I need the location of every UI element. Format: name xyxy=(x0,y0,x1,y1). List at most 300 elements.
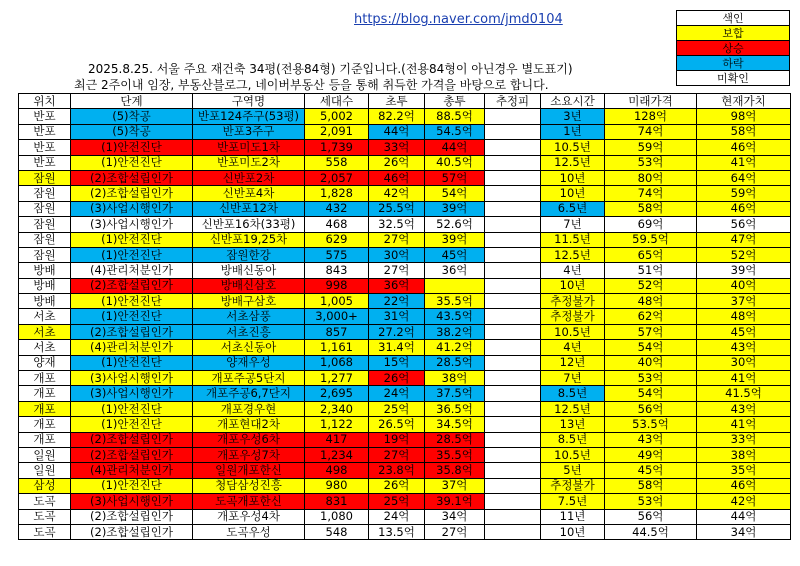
table-row xyxy=(19,432,791,447)
future-price-cell: 43억 xyxy=(605,432,697,447)
present-value-cell: 58억 xyxy=(697,124,791,139)
column-header-stage: 단계 xyxy=(71,94,193,109)
location-cell: 방배 xyxy=(19,278,71,293)
location-cell: 방배 xyxy=(19,263,71,278)
present-value-cell: 47억 xyxy=(697,232,791,247)
table-row xyxy=(19,463,791,478)
households-cell: 1,277 xyxy=(305,371,369,386)
future-price-cell: 45억 xyxy=(605,463,697,478)
initial-investment-cell: 31억 xyxy=(369,309,425,324)
households-cell: 857 xyxy=(305,324,369,339)
estimated-premium-cell xyxy=(485,247,541,262)
time-required-cell: 5년 xyxy=(541,463,605,478)
column-header-time-required: 소요시간 xyxy=(541,94,605,109)
initial-investment-cell: 15억 xyxy=(369,355,425,370)
complex-name-cell: 반포124주구(53평) xyxy=(193,109,305,124)
table-row xyxy=(19,263,791,278)
estimated-premium-cell xyxy=(485,478,541,493)
table-row xyxy=(19,232,791,247)
households-cell: 1,122 xyxy=(305,417,369,432)
table-row xyxy=(19,170,791,185)
location-cell: 도곡 xyxy=(19,524,71,539)
table-row xyxy=(19,386,791,401)
total-investment-cell: 38.2억 xyxy=(425,324,485,339)
stage-cell: (1)안전진단 xyxy=(71,417,193,432)
initial-investment-cell: 32.5억 xyxy=(369,217,425,232)
total-investment-cell: 38억 xyxy=(425,371,485,386)
location-cell: 방배 xyxy=(19,294,71,309)
table-row xyxy=(19,417,791,432)
present-value-cell: 34억 xyxy=(697,524,791,539)
estimated-premium-cell xyxy=(485,371,541,386)
time-required-cell: 12.5년 xyxy=(541,155,605,170)
stage-cell: (2)조합설립인가 xyxy=(71,324,193,339)
stage-cell: (1)안전진단 xyxy=(71,355,193,370)
initial-investment-cell: 19억 xyxy=(369,432,425,447)
households-cell: 998 xyxy=(305,278,369,293)
table-title-line-1: 2025.8.25. 서울 주요 재건축 34평(전용84형) 기준입니다.(전용84형이 아닌경우 별도표기) xyxy=(88,62,573,76)
location-cell: 양재 xyxy=(19,355,71,370)
estimated-premium-cell xyxy=(485,217,541,232)
column-header-complex-name: 구역명 xyxy=(193,94,305,109)
complex-name-cell: 개포현대2차 xyxy=(193,417,305,432)
total-investment-cell: 34.5억 xyxy=(425,417,485,432)
time-required-cell: 10.5년 xyxy=(541,140,605,155)
stage-cell: (3)사업시행인가 xyxy=(71,371,193,386)
initial-investment-cell: 27억 xyxy=(369,232,425,247)
present-value-cell: 44억 xyxy=(697,509,791,524)
total-investment-cell: 39억 xyxy=(425,201,485,216)
total-investment-cell: 54억 xyxy=(425,186,485,201)
time-required-cell: 11.5년 xyxy=(541,232,605,247)
location-cell: 반포 xyxy=(19,109,71,124)
total-investment-cell: 34억 xyxy=(425,509,485,524)
future-price-cell: 56억 xyxy=(605,509,697,524)
estimated-premium-cell xyxy=(485,170,541,185)
initial-investment-cell: 24억 xyxy=(369,386,425,401)
total-investment-cell: 35.8억 xyxy=(425,463,485,478)
legend-item: 상승 xyxy=(677,41,790,56)
present-value-cell: 52억 xyxy=(697,247,791,262)
time-required-cell: 11년 xyxy=(541,509,605,524)
location-cell: 도곡 xyxy=(19,494,71,509)
table-row xyxy=(19,140,791,155)
future-price-cell: 53억 xyxy=(605,155,697,170)
initial-investment-cell: 26억 xyxy=(369,371,425,386)
present-value-cell: 41억 xyxy=(697,155,791,170)
total-investment-cell: 41.2억 xyxy=(425,340,485,355)
initial-investment-cell: 27억 xyxy=(369,263,425,278)
initial-investment-cell: 30억 xyxy=(369,247,425,262)
stage-cell: (1)안전진단 xyxy=(71,478,193,493)
time-required-cell: 13년 xyxy=(541,417,605,432)
future-price-cell: 62억 xyxy=(605,309,697,324)
estimated-premium-cell xyxy=(485,417,541,432)
initial-investment-cell: 36억 xyxy=(369,278,425,293)
total-investment-cell: 39.1억 xyxy=(425,494,485,509)
households-cell: 831 xyxy=(305,494,369,509)
estimated-premium-cell xyxy=(485,509,541,524)
initial-investment-cell: 46억 xyxy=(369,170,425,185)
estimated-premium-cell xyxy=(485,155,541,170)
column-header-initial-investment: 초투 xyxy=(369,94,425,109)
location-cell: 반포 xyxy=(19,124,71,139)
time-required-cell: 추정불가 xyxy=(541,478,605,493)
present-value-cell: 45억 xyxy=(697,324,791,339)
time-required-cell: 12.5년 xyxy=(541,247,605,262)
initial-investment-cell: 82.2억 xyxy=(369,109,425,124)
column-header-total-investment: 총투 xyxy=(425,94,485,109)
legend-item: 하락 xyxy=(677,56,790,71)
complex-name-cell: 개포경우현 xyxy=(193,401,305,416)
present-value-cell: 98억 xyxy=(697,109,791,124)
total-investment-cell: 40.5억 xyxy=(425,155,485,170)
location-cell: 개포 xyxy=(19,371,71,386)
table-row xyxy=(19,201,791,216)
future-price-cell: 56억 xyxy=(605,401,697,416)
total-investment-cell: 39억 xyxy=(425,232,485,247)
stage-cell: (1)안전진단 xyxy=(71,140,193,155)
initial-investment-cell: 23.8억 xyxy=(369,463,425,478)
future-price-cell: 69억 xyxy=(605,217,697,232)
total-investment-cell xyxy=(425,278,485,293)
initial-investment-cell: 26억 xyxy=(369,478,425,493)
future-price-cell: 59.5억 xyxy=(605,232,697,247)
complex-name-cell: 개포주공6,7단지 xyxy=(193,386,305,401)
future-price-cell: 52억 xyxy=(605,278,697,293)
households-cell: 1,068 xyxy=(305,355,369,370)
location-cell: 개포 xyxy=(19,386,71,401)
complex-name-cell: 반포미도1차 xyxy=(193,140,305,155)
complex-name-cell: 반포미도2차 xyxy=(193,155,305,170)
households-cell: 1,005 xyxy=(305,294,369,309)
location-cell: 개포 xyxy=(19,432,71,447)
initial-investment-cell: 25억 xyxy=(369,494,425,509)
initial-investment-cell: 31.4억 xyxy=(369,340,425,355)
complex-name-cell: 서초신동아 xyxy=(193,340,305,355)
location-cell: 개포 xyxy=(19,401,71,416)
future-price-cell: 49억 xyxy=(605,447,697,462)
present-value-cell: 42억 xyxy=(697,494,791,509)
future-price-cell: 48억 xyxy=(605,294,697,309)
table-row xyxy=(19,217,791,232)
initial-investment-cell: 22억 xyxy=(369,294,425,309)
present-value-cell: 46억 xyxy=(697,201,791,216)
complex-name-cell: 도곡우성 xyxy=(193,524,305,539)
time-required-cell: 6.5년 xyxy=(541,201,605,216)
table-row xyxy=(19,109,791,124)
time-required-cell: 10년 xyxy=(541,278,605,293)
time-required-cell: 4년 xyxy=(541,340,605,355)
initial-investment-cell: 26.5억 xyxy=(369,417,425,432)
column-header-present-value: 현재가치 xyxy=(697,94,791,109)
present-value-cell: 33억 xyxy=(697,432,791,447)
table-row xyxy=(19,324,791,339)
stage-cell: (1)안전진단 xyxy=(71,247,193,262)
table-row xyxy=(19,340,791,355)
table-row xyxy=(19,124,791,139)
households-cell: 2,695 xyxy=(305,386,369,401)
location-cell: 서초 xyxy=(19,324,71,339)
column-header-estimated-premium: 추정피 xyxy=(485,94,541,109)
table-row xyxy=(19,155,791,170)
complex-name-cell: 신반포2차 xyxy=(193,170,305,185)
estimated-premium-cell xyxy=(485,401,541,416)
time-required-cell: 4년 xyxy=(541,263,605,278)
time-required-cell: 7년 xyxy=(541,371,605,386)
reconstruction-price-table xyxy=(18,93,791,540)
future-price-cell: 40억 xyxy=(605,355,697,370)
stage-cell: (2)조합설립인가 xyxy=(71,186,193,201)
future-price-cell: 54억 xyxy=(605,340,697,355)
initial-investment-cell: 25.5억 xyxy=(369,201,425,216)
table-title-line-2: 최근 2주이내 임장, 부동산블로그, 네이버부동산 등을 통해 취득한 가격을 바탕으로 합니다. xyxy=(74,78,549,92)
future-price-cell: 54억 xyxy=(605,386,697,401)
complex-name-cell: 청담삼성진흥 xyxy=(193,478,305,493)
time-required-cell: 1년 xyxy=(541,124,605,139)
total-investment-cell: 52.6억 xyxy=(425,217,485,232)
column-header-future-price: 미래가격 xyxy=(605,94,697,109)
estimated-premium-cell xyxy=(485,432,541,447)
table-row xyxy=(19,247,791,262)
stage-cell: (5)착공 xyxy=(71,109,193,124)
stage-cell: (1)안전진단 xyxy=(71,155,193,170)
estimated-premium-cell xyxy=(485,447,541,462)
location-cell: 도곡 xyxy=(19,509,71,524)
present-value-cell: 40억 xyxy=(697,278,791,293)
future-price-cell: 128억 xyxy=(605,109,697,124)
complex-name-cell: 방배신삼호 xyxy=(193,278,305,293)
location-cell: 삼성 xyxy=(19,478,71,493)
blog-url-link[interactable]: https://blog.naver.com/jmd0104 xyxy=(354,12,563,27)
total-investment-cell: 36.5억 xyxy=(425,401,485,416)
complex-name-cell: 신반포4차 xyxy=(193,186,305,201)
location-cell: 개포 xyxy=(19,417,71,432)
table-row xyxy=(19,355,791,370)
complex-name-cell: 일원개포한신 xyxy=(193,463,305,478)
households-cell: 5,002 xyxy=(305,109,369,124)
table-row xyxy=(19,309,791,324)
estimated-premium-cell xyxy=(485,324,541,339)
complex-name-cell: 잠원한강 xyxy=(193,247,305,262)
location-cell: 서초 xyxy=(19,340,71,355)
total-investment-cell: 35.5억 xyxy=(425,294,485,309)
location-cell: 일원 xyxy=(19,447,71,462)
estimated-premium-cell xyxy=(485,278,541,293)
time-required-cell: 10.5년 xyxy=(541,324,605,339)
time-required-cell: 추정불가 xyxy=(541,294,605,309)
location-cell: 서초 xyxy=(19,309,71,324)
location-cell: 반포 xyxy=(19,155,71,170)
location-cell: 잠원 xyxy=(19,217,71,232)
table-row xyxy=(19,278,791,293)
complex-name-cell: 방배구삼호 xyxy=(193,294,305,309)
complex-name-cell: 신반포16차(33평) xyxy=(193,217,305,232)
total-investment-cell: 28.5억 xyxy=(425,432,485,447)
total-investment-cell: 43.5억 xyxy=(425,309,485,324)
estimated-premium-cell xyxy=(485,340,541,355)
legend-item: 미확인 xyxy=(677,71,790,86)
stage-cell: (3)사업시행인가 xyxy=(71,217,193,232)
table-header-row xyxy=(19,94,791,109)
future-price-cell: 53억 xyxy=(605,494,697,509)
households-cell: 980 xyxy=(305,478,369,493)
table-row xyxy=(19,371,791,386)
future-price-cell: 57억 xyxy=(605,324,697,339)
households-cell: 843 xyxy=(305,263,369,278)
complex-name-cell: 방배신동아 xyxy=(193,263,305,278)
stage-cell: (1)안전진단 xyxy=(71,309,193,324)
present-value-cell: 41.5억 xyxy=(697,386,791,401)
table-row xyxy=(19,186,791,201)
time-required-cell: 7년 xyxy=(541,217,605,232)
stage-cell: (2)조합설립인가 xyxy=(71,170,193,185)
future-price-cell: 53억 xyxy=(605,371,697,386)
future-price-cell: 58억 xyxy=(605,201,697,216)
column-header-households: 세대수 xyxy=(305,94,369,109)
table-row xyxy=(19,447,791,462)
total-investment-cell: 37.5억 xyxy=(425,386,485,401)
complex-name-cell: 신반포12차 xyxy=(193,201,305,216)
location-cell: 일원 xyxy=(19,463,71,478)
time-required-cell: 추정불가 xyxy=(541,309,605,324)
present-value-cell: 64억 xyxy=(697,170,791,185)
time-required-cell: 10년 xyxy=(541,524,605,539)
households-cell: 1,739 xyxy=(305,140,369,155)
estimated-premium-cell xyxy=(485,463,541,478)
location-cell: 잠원 xyxy=(19,247,71,262)
complex-name-cell: 개포우성7차 xyxy=(193,447,305,462)
table-row xyxy=(19,401,791,416)
initial-investment-cell: 33억 xyxy=(369,140,425,155)
future-price-cell: 59억 xyxy=(605,140,697,155)
estimated-premium-cell xyxy=(485,232,541,247)
color-legend xyxy=(676,10,790,86)
stage-cell: (2)조합설립인가 xyxy=(71,509,193,524)
initial-investment-cell: 27억 xyxy=(369,447,425,462)
present-value-cell: 43억 xyxy=(697,340,791,355)
present-value-cell: 41억 xyxy=(697,371,791,386)
stage-cell: (4)관리처분인가 xyxy=(71,263,193,278)
total-investment-cell: 36억 xyxy=(425,263,485,278)
stage-cell: (2)조합설립인가 xyxy=(71,447,193,462)
present-value-cell: 48억 xyxy=(697,309,791,324)
complex-name-cell: 양재우성 xyxy=(193,355,305,370)
stage-cell: (1)안전진단 xyxy=(71,294,193,309)
time-required-cell: 12.5년 xyxy=(541,401,605,416)
estimated-premium-cell xyxy=(485,140,541,155)
total-investment-cell: 45억 xyxy=(425,247,485,262)
present-value-cell: 56억 xyxy=(697,217,791,232)
location-cell: 잠원 xyxy=(19,186,71,201)
complex-name-cell: 개포주공5단지 xyxy=(193,371,305,386)
households-cell: 575 xyxy=(305,247,369,262)
estimated-premium-cell xyxy=(485,386,541,401)
households-cell: 2,091 xyxy=(305,124,369,139)
total-investment-cell: 27억 xyxy=(425,524,485,539)
initial-investment-cell: 25억 xyxy=(369,401,425,416)
time-required-cell: 10년 xyxy=(541,186,605,201)
present-value-cell: 37억 xyxy=(697,294,791,309)
future-price-cell: 74억 xyxy=(605,124,697,139)
present-value-cell: 35억 xyxy=(697,463,791,478)
estimated-premium-cell xyxy=(485,186,541,201)
stage-cell: (4)관리처분인가 xyxy=(71,340,193,355)
households-cell: 2,340 xyxy=(305,401,369,416)
households-cell: 1,161 xyxy=(305,340,369,355)
initial-investment-cell: 44억 xyxy=(369,124,425,139)
time-required-cell: 12년 xyxy=(541,355,605,370)
future-price-cell: 58억 xyxy=(605,478,697,493)
complex-name-cell: 개포우성6차 xyxy=(193,432,305,447)
time-required-cell: 3년 xyxy=(541,109,605,124)
present-value-cell: 39억 xyxy=(697,263,791,278)
table-row xyxy=(19,294,791,309)
stage-cell: (2)조합설립인가 xyxy=(71,432,193,447)
estimated-premium-cell xyxy=(485,109,541,124)
estimated-premium-cell xyxy=(485,494,541,509)
complex-name-cell: 서초삼풍 xyxy=(193,309,305,324)
total-investment-cell: 57억 xyxy=(425,170,485,185)
stage-cell: (3)사업시행인가 xyxy=(71,386,193,401)
estimated-premium-cell xyxy=(485,355,541,370)
location-cell: 반포 xyxy=(19,140,71,155)
complex-name-cell: 서초진흥 xyxy=(193,324,305,339)
initial-investment-cell: 26억 xyxy=(369,155,425,170)
total-investment-cell: 35.5억 xyxy=(425,447,485,462)
complex-name-cell: 도곡개포한신 xyxy=(193,494,305,509)
location-cell: 잠원 xyxy=(19,201,71,216)
initial-investment-cell: 42억 xyxy=(369,186,425,201)
time-required-cell: 10.5년 xyxy=(541,447,605,462)
households-cell: 1,828 xyxy=(305,186,369,201)
present-value-cell: 59억 xyxy=(697,186,791,201)
households-cell: 2,057 xyxy=(305,170,369,185)
total-investment-cell: 54.5억 xyxy=(425,124,485,139)
total-investment-cell: 37억 xyxy=(425,478,485,493)
present-value-cell: 46억 xyxy=(697,478,791,493)
table-row xyxy=(19,524,791,539)
households-cell: 417 xyxy=(305,432,369,447)
initial-investment-cell: 27.2억 xyxy=(369,324,425,339)
total-investment-cell: 44억 xyxy=(425,140,485,155)
households-cell: 1,080 xyxy=(305,509,369,524)
time-required-cell: 10년 xyxy=(541,170,605,185)
stage-cell: (4)관리처분인가 xyxy=(71,463,193,478)
complex-name-cell: 반포3주구 xyxy=(193,124,305,139)
estimated-premium-cell xyxy=(485,524,541,539)
initial-investment-cell: 13.5억 xyxy=(369,524,425,539)
stage-cell: (3)사업시행인가 xyxy=(71,201,193,216)
present-value-cell: 43억 xyxy=(697,401,791,416)
households-cell: 3,000+ xyxy=(305,309,369,324)
legend-item: 보합 xyxy=(677,26,790,41)
stage-cell: (2)조합설립인가 xyxy=(71,524,193,539)
future-price-cell: 80억 xyxy=(605,170,697,185)
households-cell: 432 xyxy=(305,201,369,216)
estimated-premium-cell xyxy=(485,294,541,309)
complex-name-cell: 개포우성4차 xyxy=(193,509,305,524)
total-investment-cell: 28.5억 xyxy=(425,355,485,370)
table-row xyxy=(19,509,791,524)
time-required-cell: 8.5년 xyxy=(541,386,605,401)
initial-investment-cell: 24억 xyxy=(369,509,425,524)
table-row xyxy=(19,494,791,509)
estimated-premium-cell xyxy=(485,124,541,139)
time-required-cell: 7.5년 xyxy=(541,494,605,509)
stage-cell: (5)착공 xyxy=(71,124,193,139)
households-cell: 498 xyxy=(305,463,369,478)
